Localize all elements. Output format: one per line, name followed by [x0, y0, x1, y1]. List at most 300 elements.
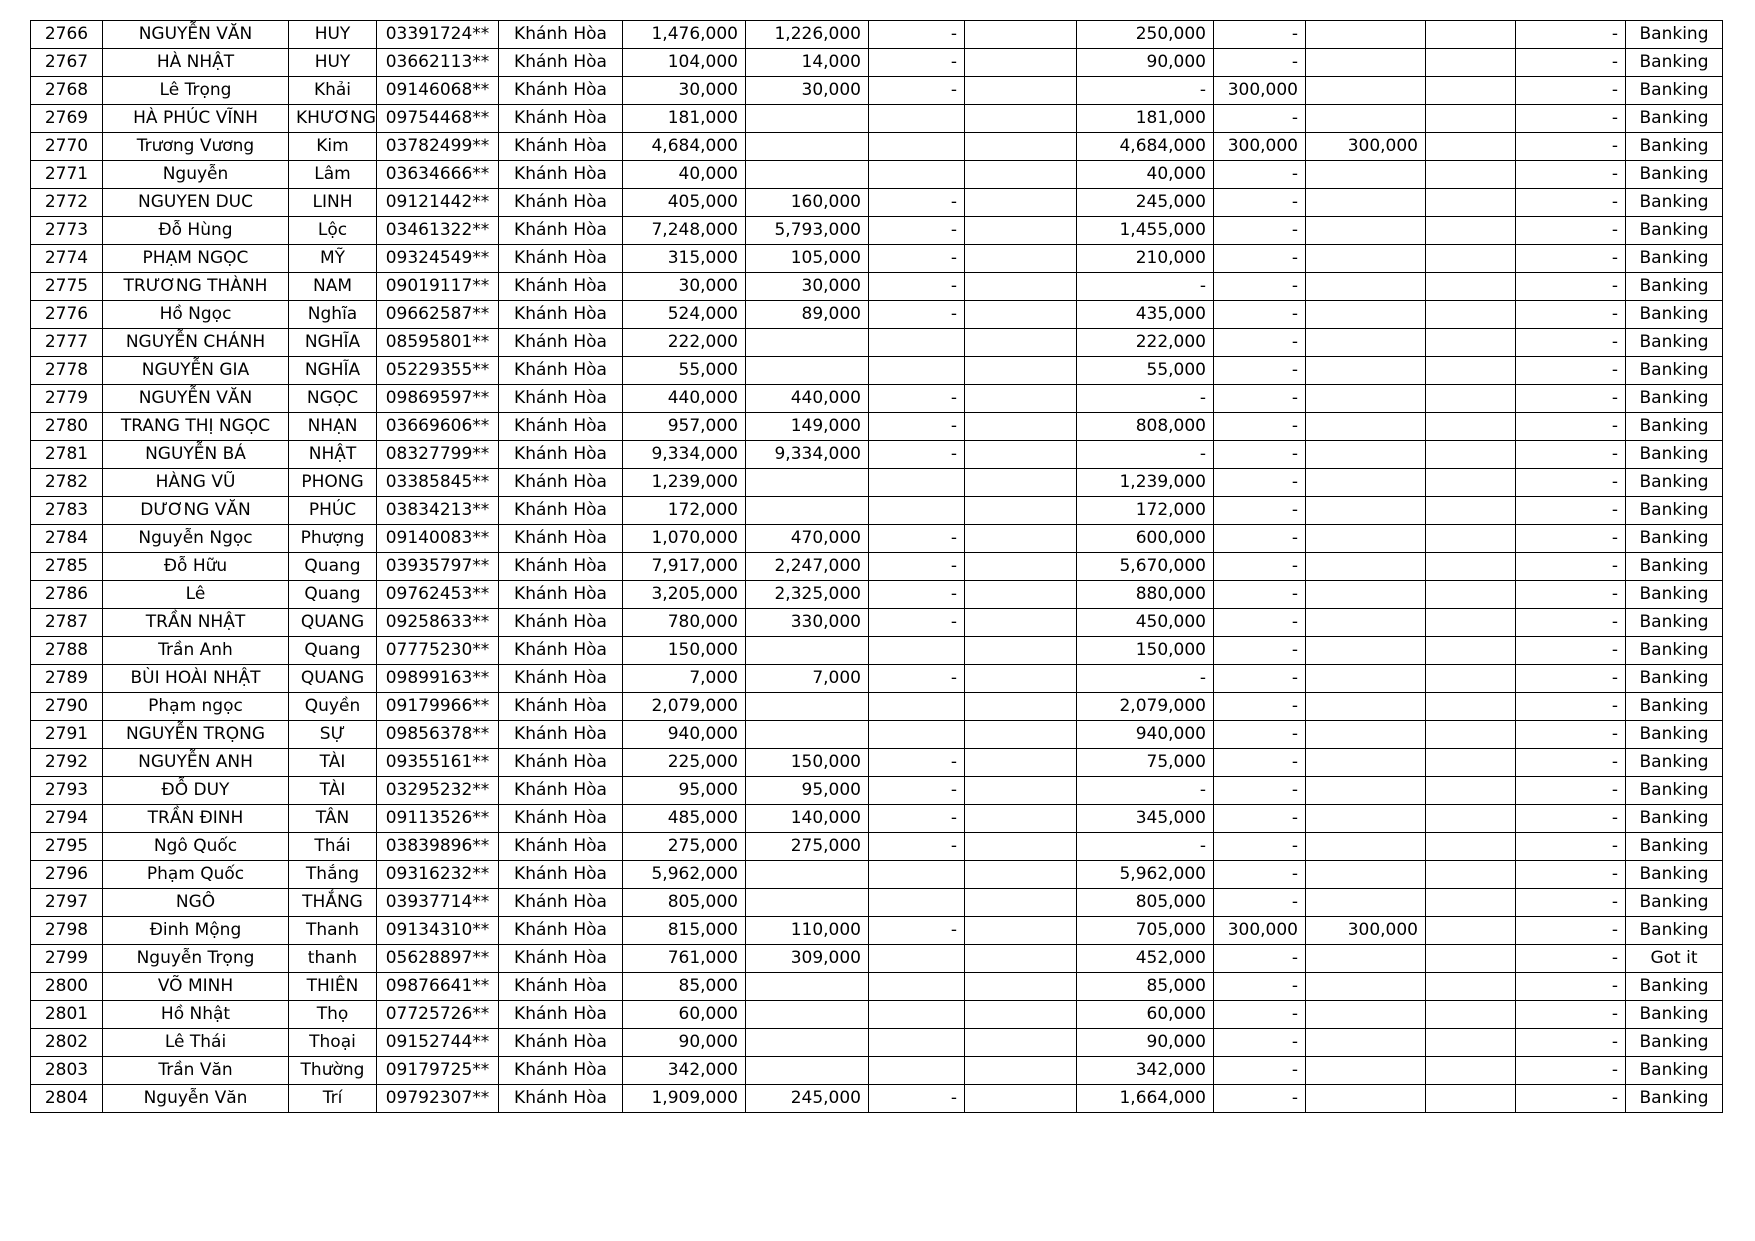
- table-cell[interactable]: 470,000: [746, 525, 869, 553]
- table-cell[interactable]: 805,000: [1077, 889, 1214, 917]
- table-cell[interactable]: [1426, 889, 1516, 917]
- table-cell[interactable]: NGỌC: [289, 385, 377, 413]
- table-cell[interactable]: -: [1516, 189, 1626, 217]
- table-cell[interactable]: -: [1516, 273, 1626, 301]
- table-cell[interactable]: -: [1516, 1001, 1626, 1029]
- table-cell[interactable]: 09662587**: [377, 301, 499, 329]
- table-cell[interactable]: 172,000: [1077, 497, 1214, 525]
- table-cell[interactable]: Lê: [103, 581, 289, 609]
- table-cell[interactable]: [869, 637, 965, 665]
- table-cell[interactable]: Khánh Hòa: [499, 749, 623, 777]
- table-cell[interactable]: [1306, 805, 1426, 833]
- table-cell[interactable]: 09899163**: [377, 665, 499, 693]
- table-cell[interactable]: 440,000: [746, 385, 869, 413]
- table-cell[interactable]: MỸ: [289, 245, 377, 273]
- table-cell[interactable]: [1306, 945, 1426, 973]
- table-cell[interactable]: -: [869, 777, 965, 805]
- table-cell[interactable]: -: [1516, 749, 1626, 777]
- table-cell[interactable]: Khánh Hòa: [499, 217, 623, 245]
- table-cell[interactable]: [1306, 1001, 1426, 1029]
- table-cell[interactable]: QUANG: [289, 609, 377, 637]
- table-cell[interactable]: -: [1214, 525, 1306, 553]
- table-cell[interactable]: [965, 749, 1077, 777]
- table-cell[interactable]: 7,917,000: [623, 553, 746, 581]
- table-cell[interactable]: -: [869, 749, 965, 777]
- table-cell[interactable]: [869, 721, 965, 749]
- table-cell[interactable]: TÀI: [289, 749, 377, 777]
- table-cell[interactable]: -: [1214, 805, 1306, 833]
- table-cell[interactable]: -: [1516, 637, 1626, 665]
- table-cell[interactable]: [1426, 609, 1516, 637]
- table-cell[interactable]: NGHĨA: [289, 357, 377, 385]
- table-row[interactable]: [31, 189, 1723, 217]
- table-cell[interactable]: [965, 357, 1077, 385]
- table-cell[interactable]: -: [869, 385, 965, 413]
- table-cell[interactable]: 172,000: [623, 497, 746, 525]
- table-row[interactable]: [31, 217, 1723, 245]
- table-cell[interactable]: -: [869, 553, 965, 581]
- table-cell[interactable]: [1306, 77, 1426, 105]
- table-cell[interactable]: Trí: [289, 1085, 377, 1113]
- table-cell[interactable]: Thọ: [289, 1001, 377, 1029]
- table-cell[interactable]: 2781: [31, 441, 103, 469]
- table-cell[interactable]: 40,000: [1077, 161, 1214, 189]
- table-cell[interactable]: -: [869, 525, 965, 553]
- table-cell[interactable]: 2804: [31, 1085, 103, 1113]
- table-cell[interactable]: [965, 301, 1077, 329]
- table-cell[interactable]: -: [1214, 1057, 1306, 1085]
- table-cell[interactable]: [869, 105, 965, 133]
- table-cell[interactable]: [746, 973, 869, 1001]
- table-cell[interactable]: Banking: [1626, 777, 1723, 805]
- table-cell[interactable]: Banking: [1626, 245, 1723, 273]
- table-cell[interactable]: Trần Văn: [103, 1057, 289, 1085]
- table-cell[interactable]: -: [869, 833, 965, 861]
- table-cell[interactable]: 03839896**: [377, 833, 499, 861]
- table-cell[interactable]: -: [1516, 553, 1626, 581]
- table-cell[interactable]: Khánh Hòa: [499, 329, 623, 357]
- table-cell[interactable]: 940,000: [623, 721, 746, 749]
- table-cell[interactable]: 150,000: [1077, 637, 1214, 665]
- table-cell[interactable]: Khánh Hòa: [499, 413, 623, 441]
- table-cell[interactable]: Phượng: [289, 525, 377, 553]
- table-cell[interactable]: [965, 441, 1077, 469]
- table-cell[interactable]: 110,000: [746, 917, 869, 945]
- table-cell[interactable]: -: [1214, 273, 1306, 301]
- table-cell[interactable]: PHÚC: [289, 497, 377, 525]
- table-cell[interactable]: 03834213**: [377, 497, 499, 525]
- table-cell[interactable]: -: [1516, 21, 1626, 49]
- table-cell[interactable]: [869, 973, 965, 1001]
- table-cell[interactable]: [1426, 49, 1516, 77]
- table-cell[interactable]: -: [1214, 301, 1306, 329]
- table-cell[interactable]: Banking: [1626, 665, 1723, 693]
- table-cell[interactable]: Nguyễn Văn: [103, 1085, 289, 1113]
- table-cell[interactable]: [869, 945, 965, 973]
- table-cell[interactable]: Banking: [1626, 413, 1723, 441]
- table-cell[interactable]: 09324549**: [377, 245, 499, 273]
- table-cell[interactable]: 2795: [31, 833, 103, 861]
- table-cell[interactable]: -: [1214, 721, 1306, 749]
- table-cell[interactable]: HÀNG VŨ: [103, 469, 289, 497]
- table-cell[interactable]: 09019117**: [377, 273, 499, 301]
- table-cell[interactable]: 2797: [31, 889, 103, 917]
- table-cell[interactable]: [965, 1001, 1077, 1029]
- table-row[interactable]: [31, 301, 1723, 329]
- table-cell[interactable]: -: [869, 413, 965, 441]
- table-cell[interactable]: 2771: [31, 161, 103, 189]
- table-cell[interactable]: 780,000: [623, 609, 746, 637]
- table-cell[interactable]: 2800: [31, 973, 103, 1001]
- table-cell[interactable]: Banking: [1626, 189, 1723, 217]
- table-cell[interactable]: [965, 1029, 1077, 1057]
- table-cell[interactable]: THẮNG: [289, 889, 377, 917]
- table-cell[interactable]: 09113526**: [377, 805, 499, 833]
- table-cell[interactable]: Khánh Hòa: [499, 441, 623, 469]
- table-cell[interactable]: [965, 329, 1077, 357]
- table-cell[interactable]: [1306, 581, 1426, 609]
- table-cell[interactable]: 05229355**: [377, 357, 499, 385]
- table-cell[interactable]: Khánh Hòa: [499, 665, 623, 693]
- table-cell[interactable]: -: [1516, 469, 1626, 497]
- table-cell[interactable]: -: [1214, 973, 1306, 1001]
- table-cell[interactable]: [965, 693, 1077, 721]
- table-cell[interactable]: 1,239,000: [623, 469, 746, 497]
- table-cell[interactable]: [1306, 49, 1426, 77]
- table-cell[interactable]: -: [869, 805, 965, 833]
- table-cell[interactable]: [1426, 749, 1516, 777]
- table-cell[interactable]: [965, 861, 1077, 889]
- table-cell[interactable]: 85,000: [623, 973, 746, 1001]
- table-row[interactable]: [31, 133, 1723, 161]
- table-cell[interactable]: [965, 245, 1077, 273]
- table-cell[interactable]: 181,000: [623, 105, 746, 133]
- table-cell[interactable]: Khánh Hòa: [499, 777, 623, 805]
- table-cell[interactable]: [1306, 609, 1426, 637]
- table-cell[interactable]: Khánh Hòa: [499, 805, 623, 833]
- table-cell[interactable]: 2770: [31, 133, 103, 161]
- table-cell[interactable]: [869, 497, 965, 525]
- table-cell[interactable]: Lê Trọng: [103, 77, 289, 105]
- table-cell[interactable]: 09316232**: [377, 861, 499, 889]
- table-cell[interactable]: 9,334,000: [623, 441, 746, 469]
- table-cell[interactable]: -: [1516, 77, 1626, 105]
- table-cell[interactable]: -: [1516, 889, 1626, 917]
- table-cell[interactable]: 03295232**: [377, 777, 499, 805]
- table-cell[interactable]: Banking: [1626, 1085, 1723, 1113]
- table-cell[interactable]: NGÔ: [103, 889, 289, 917]
- table-cell[interactable]: [1426, 273, 1516, 301]
- table-cell[interactable]: [1306, 21, 1426, 49]
- table-cell[interactable]: 9,334,000: [746, 441, 869, 469]
- table-cell[interactable]: 2798: [31, 917, 103, 945]
- table-cell[interactable]: 181,000: [1077, 105, 1214, 133]
- table-cell[interactable]: NGUYEN DUC: [103, 189, 289, 217]
- table-cell[interactable]: 761,000: [623, 945, 746, 973]
- table-cell[interactable]: 140,000: [746, 805, 869, 833]
- table-cell[interactable]: Khánh Hòa: [499, 889, 623, 917]
- table-cell[interactable]: 2766: [31, 21, 103, 49]
- table-cell[interactable]: Banking: [1626, 805, 1723, 833]
- table-cell[interactable]: -: [1214, 357, 1306, 385]
- table-cell[interactable]: [1426, 133, 1516, 161]
- table-cell[interactable]: Banking: [1626, 301, 1723, 329]
- table-cell[interactable]: [1426, 217, 1516, 245]
- table-cell[interactable]: 95,000: [746, 777, 869, 805]
- table-cell[interactable]: Hồ Ngọc: [103, 301, 289, 329]
- table-cell[interactable]: [965, 917, 1077, 945]
- table-cell[interactable]: -: [1214, 21, 1306, 49]
- table-cell[interactable]: NAM: [289, 273, 377, 301]
- table-cell[interactable]: Khánh Hòa: [499, 161, 623, 189]
- table-cell[interactable]: 2773: [31, 217, 103, 245]
- table-row[interactable]: [31, 917, 1723, 945]
- table-cell[interactable]: -: [1214, 105, 1306, 133]
- table-cell[interactable]: -: [1516, 329, 1626, 357]
- table-row[interactable]: [31, 245, 1723, 273]
- table-cell[interactable]: Khánh Hòa: [499, 273, 623, 301]
- table-cell[interactable]: -: [869, 441, 965, 469]
- table-cell[interactable]: NGUYỄN CHÁNH: [103, 329, 289, 357]
- table-cell[interactable]: [746, 133, 869, 161]
- table-cell[interactable]: 2796: [31, 861, 103, 889]
- table-cell[interactable]: Banking: [1626, 833, 1723, 861]
- table-cell[interactable]: [746, 497, 869, 525]
- table-cell[interactable]: [1306, 1085, 1426, 1113]
- table-cell[interactable]: TÀI: [289, 777, 377, 805]
- table-cell[interactable]: [1426, 917, 1516, 945]
- table-cell[interactable]: Khánh Hòa: [499, 77, 623, 105]
- table-cell[interactable]: [1426, 1057, 1516, 1085]
- table-cell[interactable]: [1306, 1057, 1426, 1085]
- table-cell[interactable]: 1,455,000: [1077, 217, 1214, 245]
- table-cell[interactable]: -: [1077, 273, 1214, 301]
- table-cell[interactable]: Khánh Hòa: [499, 245, 623, 273]
- table-cell[interactable]: -: [869, 609, 965, 637]
- table-cell[interactable]: [1306, 889, 1426, 917]
- table-cell[interactable]: BÙI HOÀI NHẬT: [103, 665, 289, 693]
- table-cell[interactable]: Banking: [1626, 1001, 1723, 1029]
- table-cell[interactable]: -: [1214, 245, 1306, 273]
- table-cell[interactable]: 2779: [31, 385, 103, 413]
- table-cell[interactable]: 85,000: [1077, 973, 1214, 1001]
- table-cell[interactable]: Got it: [1626, 945, 1723, 973]
- table-cell[interactable]: [869, 1029, 965, 1057]
- table-cell[interactable]: 03937714**: [377, 889, 499, 917]
- table-cell[interactable]: [1306, 413, 1426, 441]
- table-cell[interactable]: -: [1077, 777, 1214, 805]
- table-cell[interactable]: -: [1516, 245, 1626, 273]
- table-cell[interactable]: 09258633**: [377, 609, 499, 637]
- table-cell[interactable]: 440,000: [623, 385, 746, 413]
- table-cell[interactable]: [1426, 469, 1516, 497]
- table-cell[interactable]: [746, 721, 869, 749]
- table-cell[interactable]: HUY: [289, 49, 377, 77]
- table-cell[interactable]: -: [1214, 1001, 1306, 1029]
- table-cell[interactable]: -: [1516, 665, 1626, 693]
- table-cell[interactable]: QUANG: [289, 665, 377, 693]
- table-cell[interactable]: 485,000: [623, 805, 746, 833]
- table-row[interactable]: [31, 665, 1723, 693]
- table-cell[interactable]: 2780: [31, 413, 103, 441]
- table-cell[interactable]: Khánh Hòa: [499, 1029, 623, 1057]
- table-cell[interactable]: [965, 1057, 1077, 1085]
- table-cell[interactable]: [965, 581, 1077, 609]
- table-cell[interactable]: [1426, 105, 1516, 133]
- table-cell[interactable]: 1,226,000: [746, 21, 869, 49]
- table-cell[interactable]: [1306, 861, 1426, 889]
- table-cell[interactable]: Nguyễn Ngọc: [103, 525, 289, 553]
- table-cell[interactable]: 105,000: [746, 245, 869, 273]
- table-cell[interactable]: -: [1516, 1057, 1626, 1085]
- table-cell[interactable]: Banking: [1626, 749, 1723, 777]
- table-cell[interactable]: [746, 1057, 869, 1085]
- table-cell[interactable]: 95,000: [623, 777, 746, 805]
- table-row[interactable]: [31, 861, 1723, 889]
- table-cell[interactable]: 2790: [31, 693, 103, 721]
- table-cell[interactable]: [965, 1085, 1077, 1113]
- table-cell[interactable]: [1306, 497, 1426, 525]
- table-cell[interactable]: Khánh Hòa: [499, 1057, 623, 1085]
- table-cell[interactable]: 815,000: [623, 917, 746, 945]
- table-cell[interactable]: 315,000: [623, 245, 746, 273]
- table-row[interactable]: [31, 693, 1723, 721]
- table-cell[interactable]: Banking: [1626, 1057, 1723, 1085]
- table-cell[interactable]: -: [1214, 833, 1306, 861]
- table-cell[interactable]: 09152744**: [377, 1029, 499, 1057]
- table-cell[interactable]: 2775: [31, 273, 103, 301]
- table-cell[interactable]: -: [1214, 553, 1306, 581]
- table-cell[interactable]: [746, 1029, 869, 1057]
- table-cell[interactable]: 104,000: [623, 49, 746, 77]
- table-cell[interactable]: -: [1516, 945, 1626, 973]
- table-cell[interactable]: Khánh Hòa: [499, 105, 623, 133]
- table-cell[interactable]: 07775230**: [377, 637, 499, 665]
- table-cell[interactable]: 09134310**: [377, 917, 499, 945]
- table-cell[interactable]: [1306, 469, 1426, 497]
- table-cell[interactable]: Banking: [1626, 581, 1723, 609]
- table-cell[interactable]: Khải: [289, 77, 377, 105]
- table-cell[interactable]: [1306, 553, 1426, 581]
- table-cell[interactable]: Khánh Hòa: [499, 693, 623, 721]
- table-cell[interactable]: 450,000: [1077, 609, 1214, 637]
- table-cell[interactable]: NHẠN: [289, 413, 377, 441]
- table-cell[interactable]: 808,000: [1077, 413, 1214, 441]
- table-cell[interactable]: 09754468**: [377, 105, 499, 133]
- table-cell[interactable]: -: [1077, 77, 1214, 105]
- table-cell[interactable]: 03634666**: [377, 161, 499, 189]
- table-cell[interactable]: 222,000: [623, 329, 746, 357]
- table-cell[interactable]: [965, 161, 1077, 189]
- table-cell[interactable]: -: [1214, 945, 1306, 973]
- table-cell[interactable]: [965, 553, 1077, 581]
- table-cell[interactable]: Thái: [289, 833, 377, 861]
- table-cell[interactable]: [1426, 1085, 1516, 1113]
- table-cell[interactable]: [869, 357, 965, 385]
- table-cell[interactable]: -: [1516, 973, 1626, 1001]
- table-cell[interactable]: -: [1516, 49, 1626, 77]
- table-cell[interactable]: -: [1214, 889, 1306, 917]
- table-cell[interactable]: -: [1214, 329, 1306, 357]
- table-cell[interactable]: NHẬT: [289, 441, 377, 469]
- table-cell[interactable]: [1306, 105, 1426, 133]
- table-cell[interactable]: [746, 161, 869, 189]
- table-cell[interactable]: [1306, 273, 1426, 301]
- table-cell[interactable]: 2784: [31, 525, 103, 553]
- table-cell[interactable]: 330,000: [746, 609, 869, 637]
- table-cell[interactable]: -: [1214, 497, 1306, 525]
- table-cell[interactable]: 3,205,000: [623, 581, 746, 609]
- table-cell[interactable]: 7,000: [623, 665, 746, 693]
- table-cell[interactable]: -: [1214, 189, 1306, 217]
- table-cell[interactable]: -: [869, 1085, 965, 1113]
- table-cell[interactable]: Khánh Hòa: [499, 1085, 623, 1113]
- table-cell[interactable]: -: [869, 217, 965, 245]
- table-cell[interactable]: KHƯƠNG: [289, 105, 377, 133]
- table-cell[interactable]: 5,793,000: [746, 217, 869, 245]
- table-cell[interactable]: 2,079,000: [1077, 693, 1214, 721]
- table-cell[interactable]: [869, 693, 965, 721]
- table-cell[interactable]: Hồ Nhật: [103, 1001, 289, 1029]
- table-cell[interactable]: -: [869, 21, 965, 49]
- table-cell[interactable]: [965, 469, 1077, 497]
- table-cell[interactable]: [1426, 1001, 1516, 1029]
- table-cell[interactable]: Banking: [1626, 77, 1723, 105]
- table-cell[interactable]: 2785: [31, 553, 103, 581]
- table-cell[interactable]: 07725726**: [377, 1001, 499, 1029]
- table-cell[interactable]: 09792307**: [377, 1085, 499, 1113]
- table-cell[interactable]: 275,000: [623, 833, 746, 861]
- table-cell[interactable]: [869, 469, 965, 497]
- table-cell[interactable]: Khánh Hòa: [499, 945, 623, 973]
- table-cell[interactable]: Phạm Quốc: [103, 861, 289, 889]
- table-cell[interactable]: Khánh Hòa: [499, 133, 623, 161]
- table-cell[interactable]: [1426, 413, 1516, 441]
- table-cell[interactable]: [965, 273, 1077, 301]
- table-cell[interactable]: Banking: [1626, 105, 1723, 133]
- table-row[interactable]: [31, 553, 1723, 581]
- table-cell[interactable]: [965, 889, 1077, 917]
- table-cell[interactable]: -: [869, 301, 965, 329]
- table-row[interactable]: [31, 1029, 1723, 1057]
- table-cell[interactable]: 2,325,000: [746, 581, 869, 609]
- table-cell[interactable]: Lộc: [289, 217, 377, 245]
- table-cell[interactable]: [965, 609, 1077, 637]
- table-cell[interactable]: Banking: [1626, 637, 1723, 665]
- table-cell[interactable]: 5,962,000: [623, 861, 746, 889]
- table-cell[interactable]: Nghĩa: [289, 301, 377, 329]
- table-cell[interactable]: [1426, 385, 1516, 413]
- table-row[interactable]: [31, 973, 1723, 1001]
- table-cell[interactable]: -: [1516, 777, 1626, 805]
- table-cell[interactable]: DƯƠNG VĂN: [103, 497, 289, 525]
- table-cell[interactable]: Banking: [1626, 917, 1723, 945]
- table-cell[interactable]: 2791: [31, 721, 103, 749]
- table-cell[interactable]: [869, 161, 965, 189]
- table-cell[interactable]: 09146068**: [377, 77, 499, 105]
- table-cell[interactable]: -: [1214, 217, 1306, 245]
- table-cell[interactable]: [1306, 721, 1426, 749]
- table-cell[interactable]: 2768: [31, 77, 103, 105]
- table-row[interactable]: [31, 49, 1723, 77]
- table-cell[interactable]: 4,684,000: [1077, 133, 1214, 161]
- table-cell[interactable]: 09179966**: [377, 693, 499, 721]
- table-cell[interactable]: Nguyễn Trọng: [103, 945, 289, 973]
- table-cell[interactable]: Khánh Hòa: [499, 469, 623, 497]
- table-cell[interactable]: Banking: [1626, 385, 1723, 413]
- table-cell[interactable]: 30,000: [623, 273, 746, 301]
- table-cell[interactable]: 275,000: [746, 833, 869, 861]
